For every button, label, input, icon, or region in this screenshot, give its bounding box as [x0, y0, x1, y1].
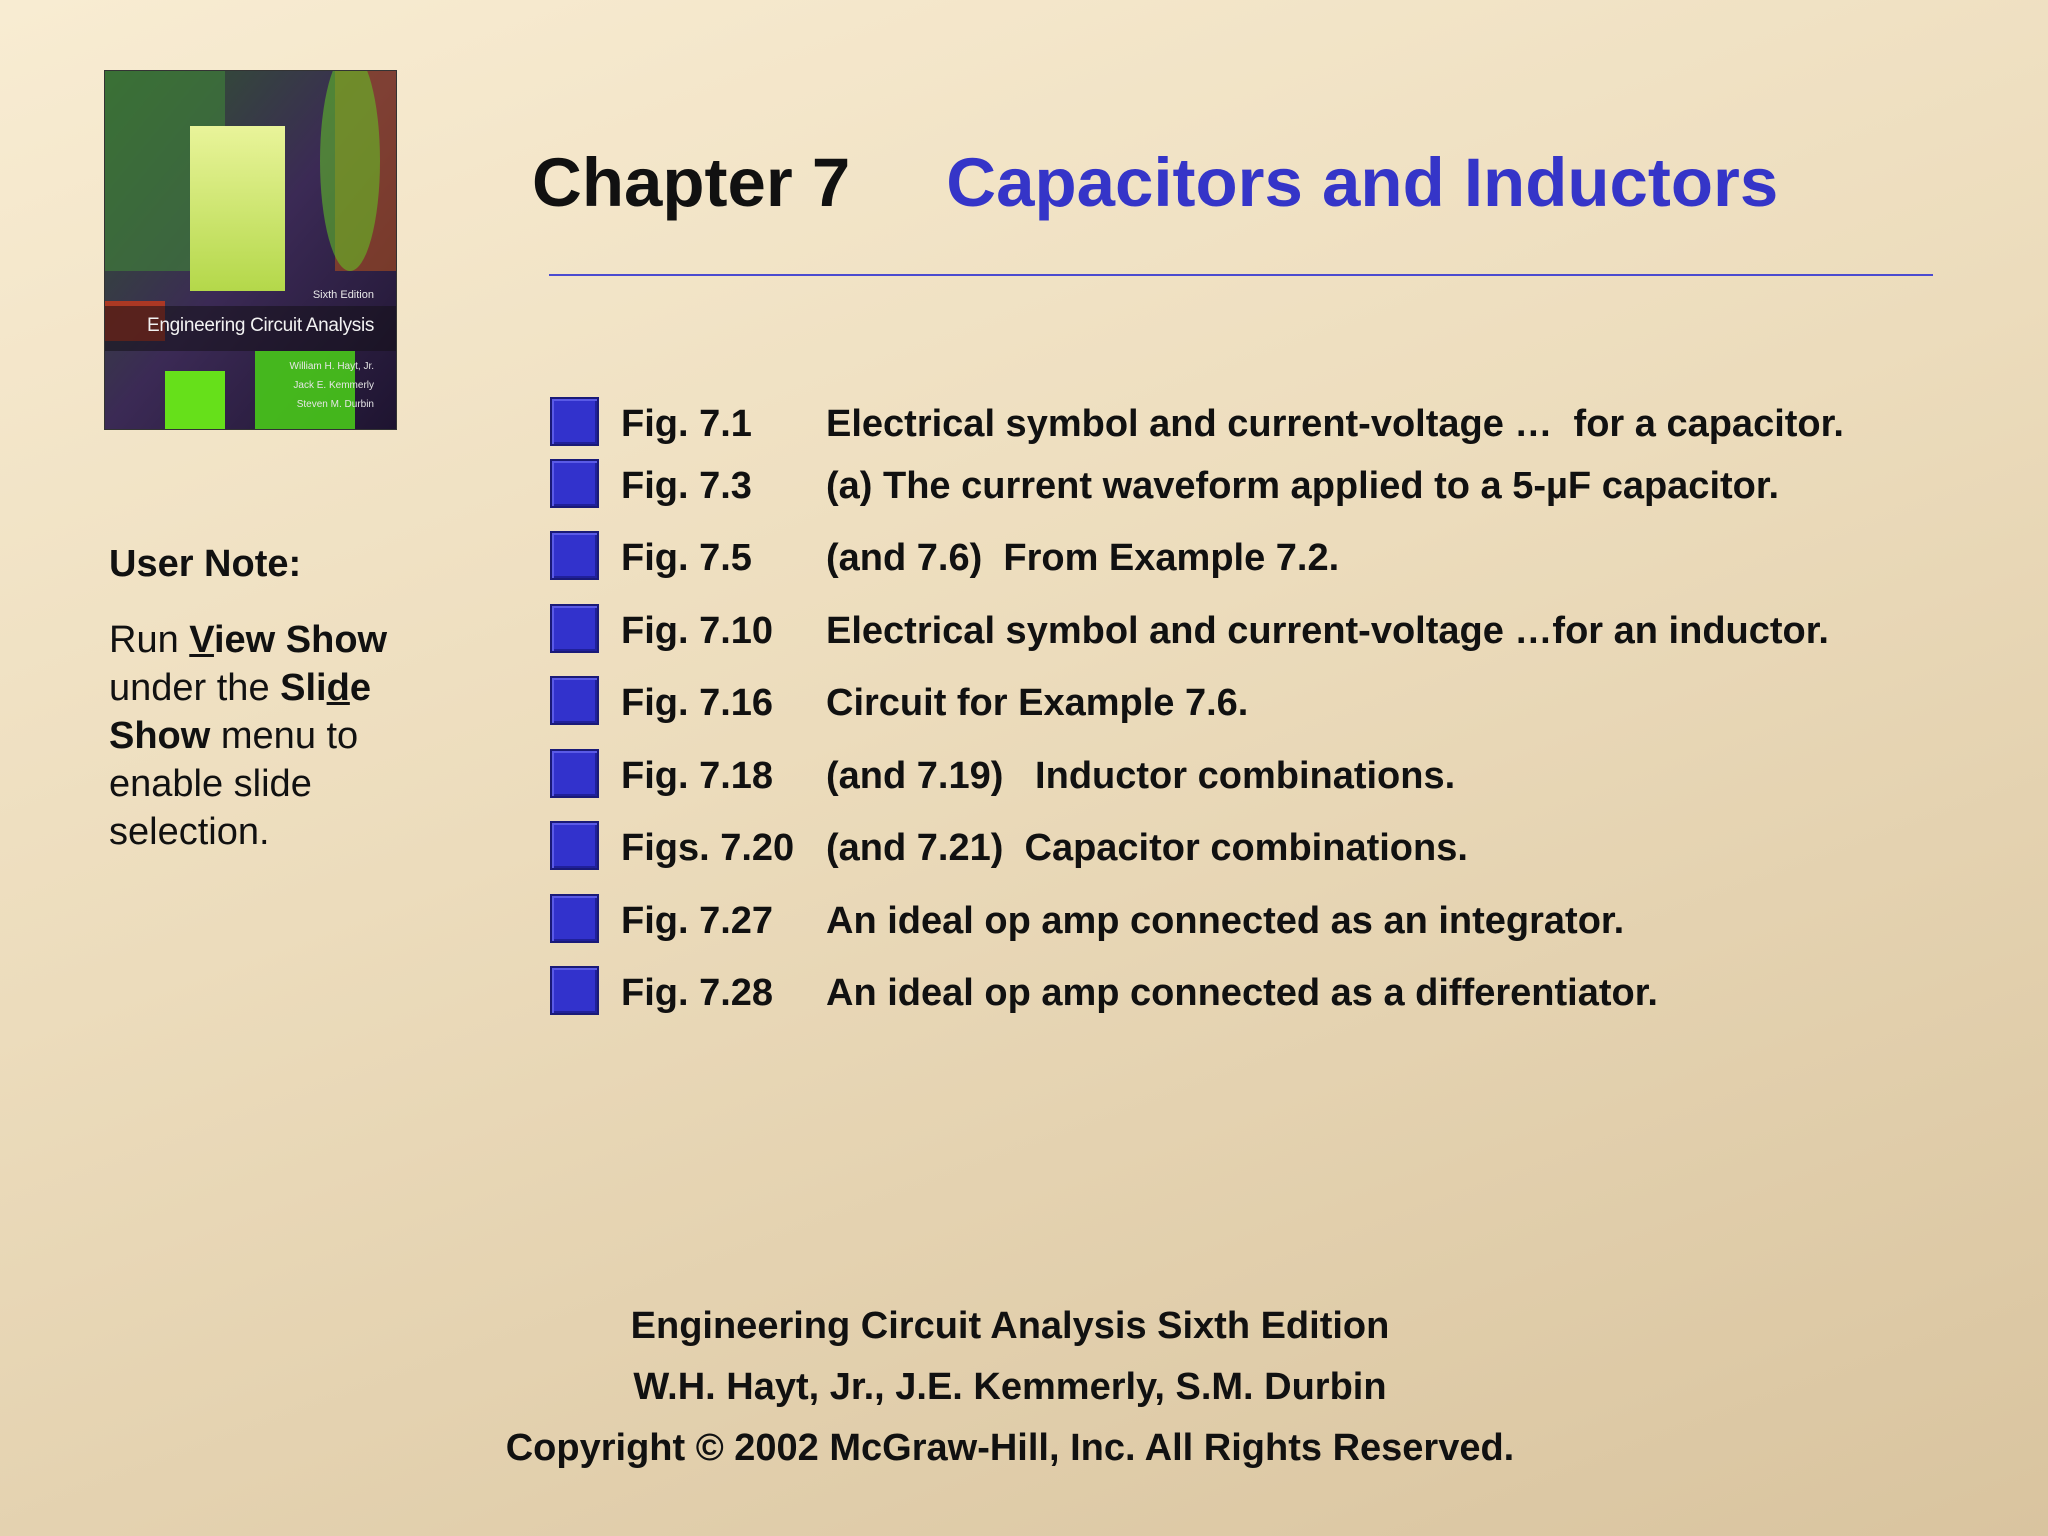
chapter-number: Chapter 7 — [532, 144, 851, 221]
figure-link-7-27[interactable] — [548, 890, 1998, 948]
cover-author: William H. Hayt, Jr. — [289, 361, 374, 372]
figure-link-7-20[interactable] — [548, 817, 1998, 875]
user-note-text — [109, 616, 439, 856]
figure-number: Fig. 7.27 — [621, 900, 774, 942]
figure-number: Fig. 7.1 — [621, 403, 752, 445]
note-line — [109, 664, 439, 712]
user-note-heading: User Note: — [109, 543, 302, 585]
action-button[interactable] — [550, 604, 599, 653]
figure-link-7-10[interactable] — [548, 600, 1998, 658]
action-button[interactable] — [550, 531, 599, 580]
book-cover-image — [105, 71, 396, 429]
note-line — [109, 616, 439, 664]
figure-description: An ideal op amp connected as a differentiator. — [826, 972, 1658, 1014]
view-show-accelerator: V — [189, 619, 214, 661]
action-button[interactable] — [550, 821, 599, 870]
action-button[interactable] — [550, 966, 599, 1015]
chapter-subject: Capacitors and Inductors — [946, 144, 1779, 221]
title-divider — [549, 274, 1933, 276]
figure-description: An ideal op amp connected as an integrator. — [826, 900, 1625, 942]
figure-description: Circuit for Example 7.6. — [826, 682, 1249, 724]
action-button[interactable] — [550, 749, 599, 798]
figure-number: Fig. 7.28 — [621, 972, 774, 1014]
figure-link-7-1[interactable] — [548, 393, 1998, 451]
action-button[interactable] — [550, 397, 599, 446]
action-button[interactable] — [550, 894, 599, 943]
cover-edition-label: Sixth Edition — [312, 289, 374, 301]
show-label: Show — [109, 715, 211, 757]
slide-label — [280, 667, 371, 709]
cover-authors — [290, 357, 374, 414]
action-button[interactable] — [550, 459, 599, 508]
figure-number: Fig. 7.10 — [621, 610, 774, 652]
figure-link-7-28[interactable] — [548, 962, 1998, 1020]
slide-title — [532, 138, 1778, 228]
view-show-rest: iew Show — [213, 619, 388, 661]
figure-description: (and 7.19) Inductor combinations. — [826, 755, 1456, 797]
figure-link-7-5[interactable] — [548, 527, 1998, 585]
note-under-text: under the — [109, 667, 270, 709]
figure-number: Fig. 7.16 — [621, 682, 774, 724]
figure-description: Electrical symbol and current-voltage … for a capacitor. — [826, 403, 1844, 445]
note-menu-text: menu to — [220, 715, 359, 757]
figure-number: Fig. 7.18 — [621, 755, 774, 797]
footer-copyright: Copyright © 2002 McGraw-Hill, Inc. All Rights Reserved. — [505, 1427, 1515, 1469]
slide-accelerator: d — [326, 667, 350, 709]
figure-description: (and 7.6) From Example 7.2. — [826, 537, 1340, 579]
view-show-label — [189, 619, 387, 661]
figure-link-7-16[interactable] — [548, 672, 1998, 730]
note-run-text: Run — [109, 619, 179, 661]
note-line — [109, 712, 439, 760]
note-line: selection. — [109, 811, 270, 853]
slide-footer — [0, 1296, 2020, 1479]
action-button[interactable] — [550, 676, 599, 725]
figure-link-7-18[interactable] — [548, 745, 1998, 803]
slide-pre: Sli — [280, 667, 327, 709]
footer-authors: W.H. Hayt, Jr., J.E. Kemmerly, S.M. Durbin — [633, 1366, 1387, 1408]
figure-number: Fig. 7.5 — [621, 537, 752, 579]
figure-number: Fig. 7.3 — [621, 465, 752, 507]
footer-book-title: Engineering Circuit Analysis Sixth Edition — [630, 1305, 1390, 1347]
cover-title: Engineering Circuit Analysis — [147, 315, 375, 336]
slide-post: e — [349, 667, 371, 709]
note-line: enable slide — [109, 763, 312, 805]
cover-author: Steven M. Durbin — [296, 399, 374, 410]
figure-link-7-3[interactable] — [548, 455, 1998, 513]
figure-description: Electrical symbol and current-voltage …for an inductor. — [826, 610, 1829, 652]
figure-description: (and 7.21) Capacitor combinations. — [826, 827, 1468, 869]
cover-author: Jack E. Kemmerly — [293, 380, 374, 391]
figure-description: (a) The current waveform applied to a 5-µF capacitor. — [826, 465, 1780, 507]
figure-number: Figs. 7.20 — [621, 827, 795, 869]
